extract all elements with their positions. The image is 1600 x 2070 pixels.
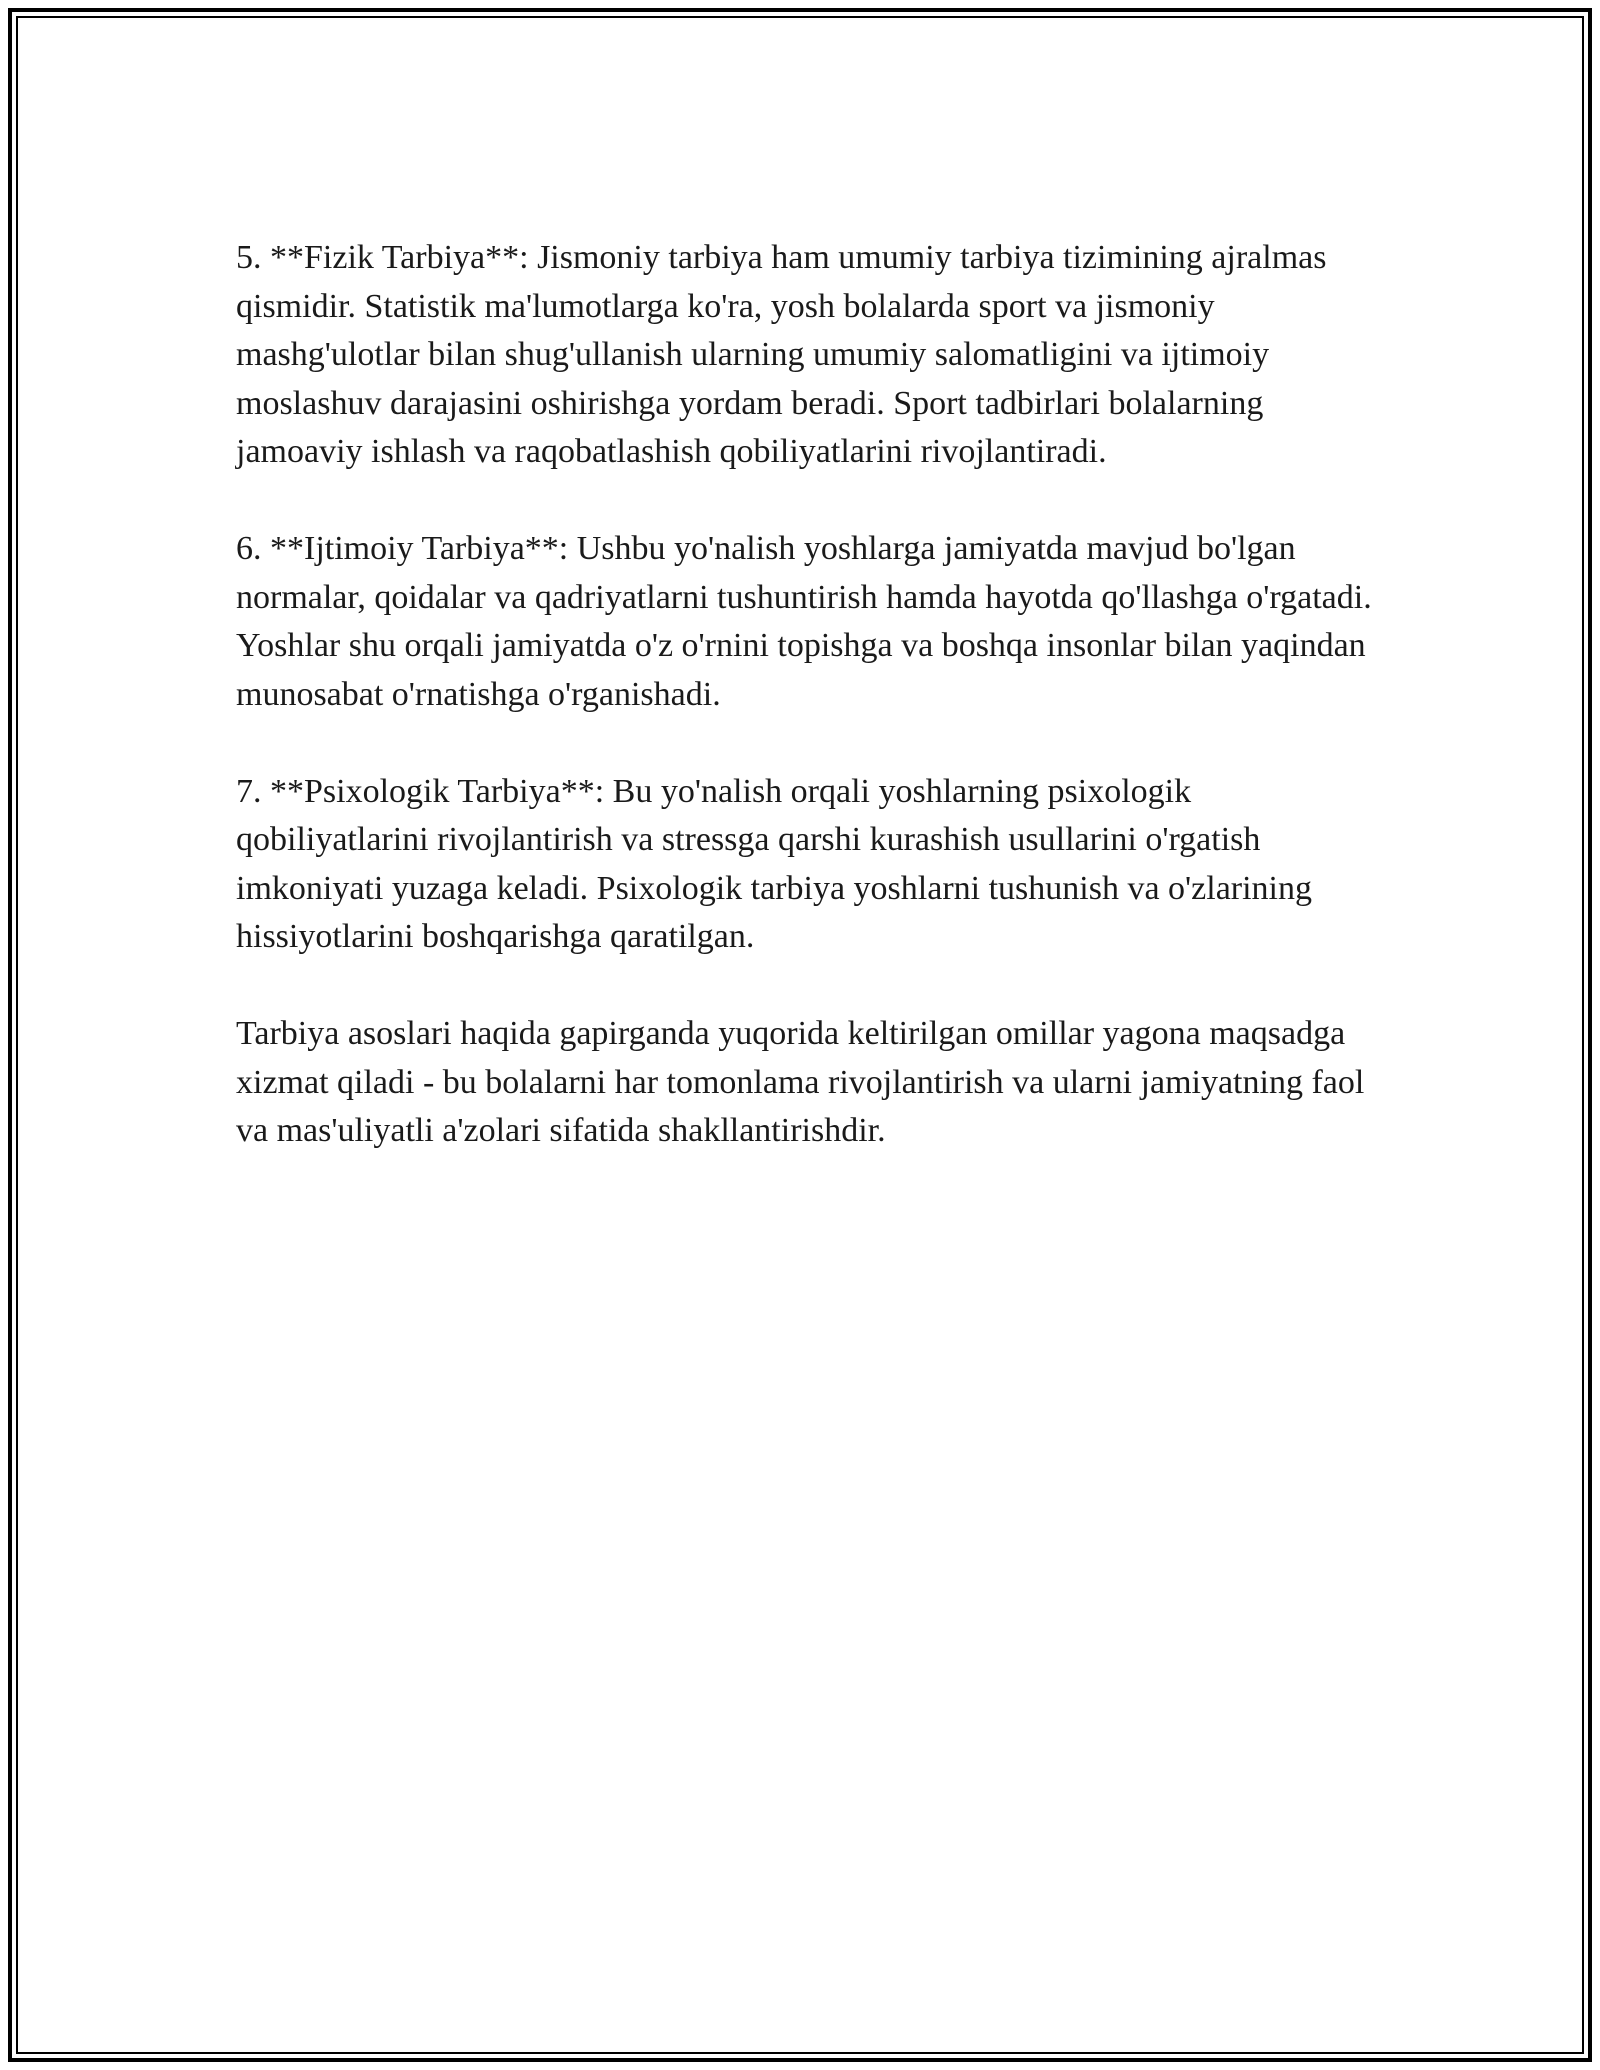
paragraph-psixologik-tarbiya: 7. **Psixologik Tarbiya**: Bu yo'nalish orqali yoshlarning psixologik qobiliyatlarini rivojlantirish va stressga qarshi kurashish usullarini o'rgatish imkoniyati yuzaga keladi. Psixologik tarbiya yoshlarni tushunish va o'zlarining hissiyotlarini boshqarishga qaratilgan. xyxy=(236,772,1312,955)
document-body xyxy=(236,234,1376,1204)
paragraph-conclusion: Tarbiya asoslari haqida gapirganda yuqorida keltirilgan omillar yagona maqsadga xizmat qiladi - bu bolalarni har tomonlama rivojlantirish va ularni jamiyatning faol va mas'uliyatli a'zolari sifatida shakllantirishdir. xyxy=(236,1015,1365,1149)
paragraph-fizik-tarbiya: 5. **Fizik Tarbiya**: Jismoniy tarbiya ham umumiy tarbiya tizimining ajralmas qismidir. Statistik ma'lumotlarga ko'ra, yosh bolalarda sport va jismoniy mashg'ulotlar bilan shug'ullanish ularning umumiy salomatligini va ijtimoiy moslashuv darajasini oshirishga yordam beradi. Sport tadbirlari bolalarning jamoaviy ishlash va raqobatlashish qobiliyatlarini rivojlantiradi. xyxy=(236,239,1327,470)
paragraph-ijtimoiy-tarbiya: 6. **Ijtimoiy Tarbiya**: Ushbu yo'nalish yoshlarga jamiyatda mavjud bo'lgan normalar, qoidalar va qadriyatlarni tushuntirish hamda hayotda qo'llashga o'rgatadi. Yoshlar shu orqali jamiyatda o'z o'rnini topishga va boshqa insonlar bilan yaqindan munosabat o'rnatishga o'rganishadi. xyxy=(236,530,1372,713)
